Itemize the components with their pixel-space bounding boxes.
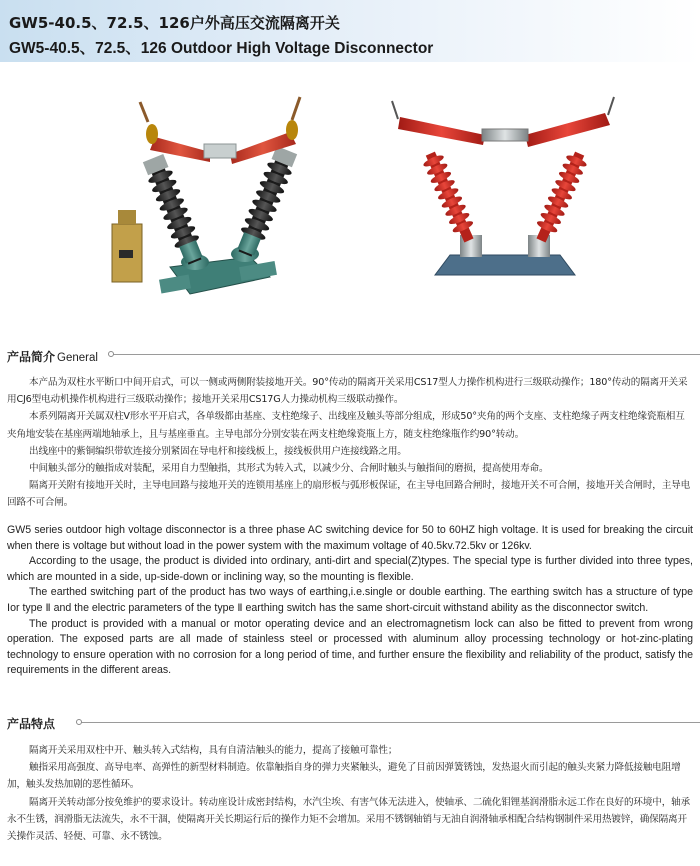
section-heading-cn: 产品简介 [7,350,56,364]
intro-cn-text [7,374,693,512]
intro-en-text [7,523,693,679]
section-heading-general [7,346,98,365]
section-divider [112,354,700,355]
paragraph: GW5 series outdoor high voltage disconnector is a three phase AC switching device for 50 to 60HZ high voltage. It is used for breaking the circuit when there is voltage but without load in the power system with the maximum voltage of 40.5kv.72.5kv or 126kv. [7,524,693,552]
section-heading-features [7,713,55,732]
page-title-en: GW5-40.5、72.5、126 Outdoor High Voltage Disconnector [9,40,434,57]
section-heading-en: General [57,352,98,364]
paragraph: 中间触头部分的触指成对装配，采用自力型触指，其形式为转入式，以减少分、合闸时触头与触指间的磨损，提高使用寿命。 [29,463,549,475]
paragraph: 隔离开关附有接地开关时，主导电回路与接地开关的连锁用基座上的扇形板与弧形板保证，在主导电回路合闸时，接地开关不可合闸，接地开关合闸时，主导电回路不可合闸。 [7,480,691,509]
paragraph: 本系列隔离开关属双柱V形水平开启式，各单级都由基座、支柱绝缘子、出线座及触头等部分组成，形成50°夹角的两个支座、支柱绝缘子两支柱绝缘瓷瓶相互夹角地安装在基座两端地轴承上，且与基座垂直。主导电部分分别安装在两支柱绝缘瓷瓶上方，随支柱绝缘瓶作约90°转动。 [7,411,685,440]
page-title-cn: GW5-40.5、72.5、126户外高压交流隔离开关 [9,14,340,32]
section-divider [80,722,700,723]
paragraph: The earthed switching part of the product has two ways of earthing,i.e.single or double earthing. The earthing switch has a structure of type Ⅰor type Ⅱ and the electric parameters of the type Ⅱ earthing switch has the same short-circuit withstand ability as the disconnector switch. [7,586,693,614]
divider-dot [108,351,114,357]
paragraph: 隔离开关采用双柱中开、触头转入式结构，具有自清洁触头的能力，提高了接触可靠性； [29,745,398,756]
product-photo-red-insulator [390,95,620,295]
product-photo-black-insulator [100,82,325,312]
divider-dot [76,719,82,725]
paragraph: 隔离开关转动部分按免维护的要求设计。转动座设计成密封结构，水汽尘埃、有害气体无法进入，使轴承、二硫化钼锂基润滑脂永远工作在良好的环境中，轴承永不生锈，润滑脂无法流失，永不干涸，使隔离开关长期运行后的操作力矩不会增加。采用不锈钢轴销与无油自润滑轴承相配合结构钢制件采用热镀锌，确保隔离开关操作灵活、轻便、可靠、永不锈蚀。 [7,796,691,843]
paragraph: 本产品为双柱水平断口中间开启式，可以一侧或两侧附装接地开关。90°传动的隔离开关采用CS17型人力操作机构进行三级联动操作；180°传动的隔离开关采用CJ6型电动机操作机构进行三级联动操作；接地开关采用CS17G人力操动机构三级联动操作。 [7,377,688,406]
features-cn-text [7,742,693,845]
paragraph: 触指采用高强度、高导电率、高弹性的新型材料制造。依靠触指自身的弹力夹紧触头，避免了目前因弹簧锈蚀，发热退火而引起的触头夹紧力降低接触电阻增加，触头发热加剧的恶性循环。 [7,762,681,791]
paragraph: 出线座中的紫铜编织带软连接分别紧固在导电杆和接线板上，接线板供用户连接线路之用。 [29,445,407,457]
header-banner [0,0,700,62]
paragraph: The product is provided with a manual or motor operating device and an electromagnetism lock can also be fitted to prevent from wrong operation. The exposed parts are all made of stainless steel or processed with aluminum alloy processing technology or hot-zinc-plating technology to ensure operation with no corrosion for a long period of time, and further ensure the flexibility and reliability of the product, satisfy the requirements in the different areas. [7,617,693,677]
section-heading-cn: 产品特点 [7,717,56,731]
paragraph: According to the usage, the product is divided into ordinary, anti-dirt and special(Z)types. The special type is further divided into three types, which are mounted in a side, up-side-down or inclining way, so the mounting is flexible. [7,555,693,583]
